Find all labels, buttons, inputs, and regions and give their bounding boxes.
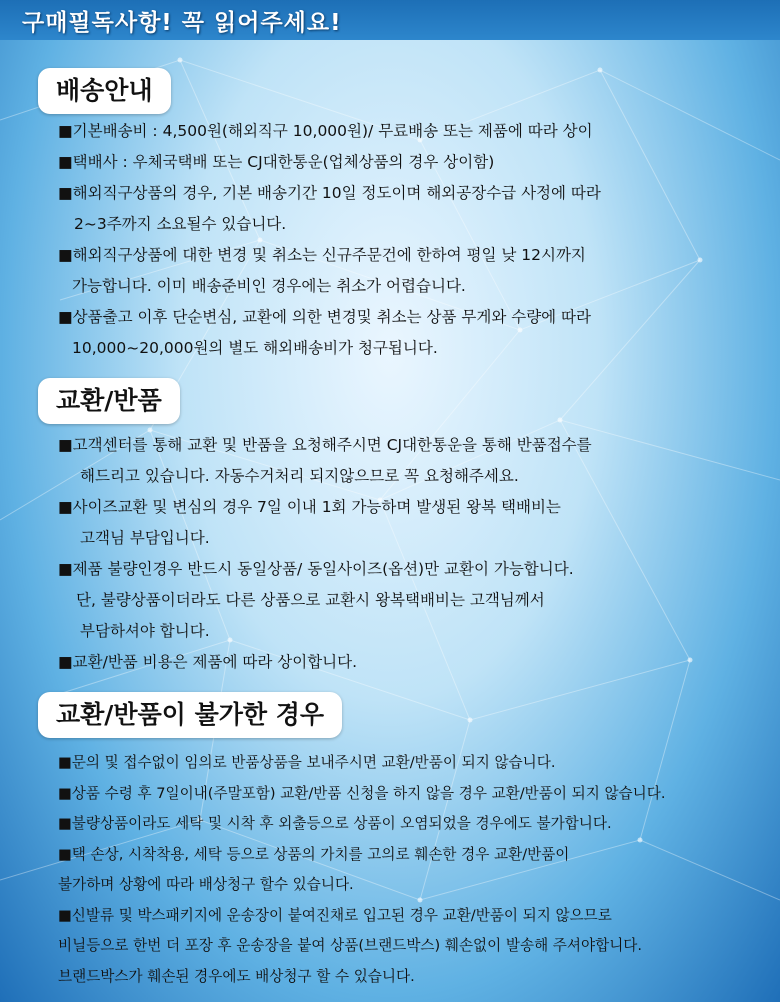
exchange-line: 해드리고 있습니다. 자동수거처리 되지않으므로 꼭 요청해주세요.	[80, 467, 519, 485]
shipping-line: ■택배사 : 우체국택배 또는 CJ대한통운(업체상품의 경우 상이함)	[58, 153, 495, 171]
section-title-shipping: 배송안내	[38, 68, 171, 114]
not-allowed-line: 불가하며 상황에 따라 배상청구 할수 있습니다.	[58, 876, 354, 893]
not-allowed-line: ■문의 및 접수없이 임의로 반품상품을 보내주시면 교환/반품이 되지 않습니다.	[58, 754, 556, 771]
shipping-line: ■해외직구상품의 경우, 기본 배송기간 10일 정도이며 해외공장수급 사정에 따라	[58, 184, 601, 202]
exchange-line: ■고객센터를 통해 교환 및 반품을 요청해주시면 CJ대한통운을 통해 반품접수를	[58, 436, 592, 454]
exchange-line: ■제품 불량인경우 반드시 동일상품/ 동일사이즈(옵션)만 교환이 가능합니다.	[58, 560, 574, 578]
not-allowed-line: ■신발류 및 박스패키지에 운송장이 붙여진채로 입고된 경우 교환/반품이 되지 않으므로	[58, 906, 612, 924]
not-allowed-line: ■택 손상, 시착착용, 세탁 등으로 상품의 가치를 고의로 훼손한 경우 교환/반품이	[58, 845, 570, 863]
exchange-line: 부담하셔야 합니다.	[80, 622, 210, 640]
shipping-line: 10,000~20,000원의 별도 해외배송비가 청구됩니다.	[72, 339, 438, 357]
section-exchange-return-body	[58, 430, 592, 678]
section-not-allowed-body	[58, 748, 665, 992]
shipping-line: ■상품출고 이후 단순변심, 교환에 의한 변경및 취소는 상품 무게와 수량에 따라	[58, 308, 592, 326]
section-shipping-body	[58, 116, 601, 364]
section-title-exchange-return: 교환/반품	[38, 378, 180, 424]
not-allowed-line: ■상품 수령 후 7일이내(주말포함) 교환/반품 신청을 하지 않을 경우 교환/반품이 되지 않습니다.	[58, 784, 666, 802]
not-allowed-line: 비닐등으로 한번 더 포장 후 운송장을 붙여 상품(브랜드박스) 훼손없이 발송해 주셔야합니다.	[58, 937, 643, 954]
not-allowed-line: ■불량상품이라도 세탁 및 시착 후 외출등으로 상품이 오염되었을 경우에도 불가합니다.	[58, 815, 612, 832]
page-title: 구매필독사항! 꼭 읽어주세요!	[22, 10, 342, 36]
section-title-not-allowed: 교환/반품이 불가한 경우	[38, 692, 342, 738]
shipping-line: 2~3주까지 소요될수 있습니다.	[74, 215, 287, 233]
exchange-line: 단, 불량상품이더라도 다른 상품으로 교환시 왕복택배비는 고객님께서	[76, 591, 545, 609]
exchange-line: ■교환/반품 비용은 제품에 따라 상이합니다.	[58, 653, 358, 671]
header-bar	[0, 0, 780, 40]
shipping-line: ■기본배송비 : 4,500원(해외직구 10,000원)/ 무료배송 또는 제품에 따라 상이	[58, 122, 593, 140]
exchange-line: ■사이즈교환 및 변심의 경우 7일 이내 1회 가능하며 발생된 왕복 택배비는	[58, 498, 561, 516]
exchange-line: 고객님 부담입니다.	[80, 529, 210, 547]
not-allowed-line: 브랜드박스가 훼손된 경우에도 배상청구 할 수 있습니다.	[58, 967, 415, 985]
shipping-line: ■해외직구상품에 대한 변경 및 취소는 신규주문건에 한하여 평일 낮 12시까지	[58, 246, 586, 264]
shipping-line: 가능합니다. 이미 배송준비인 경우에는 취소가 어렵습니다.	[72, 277, 466, 295]
